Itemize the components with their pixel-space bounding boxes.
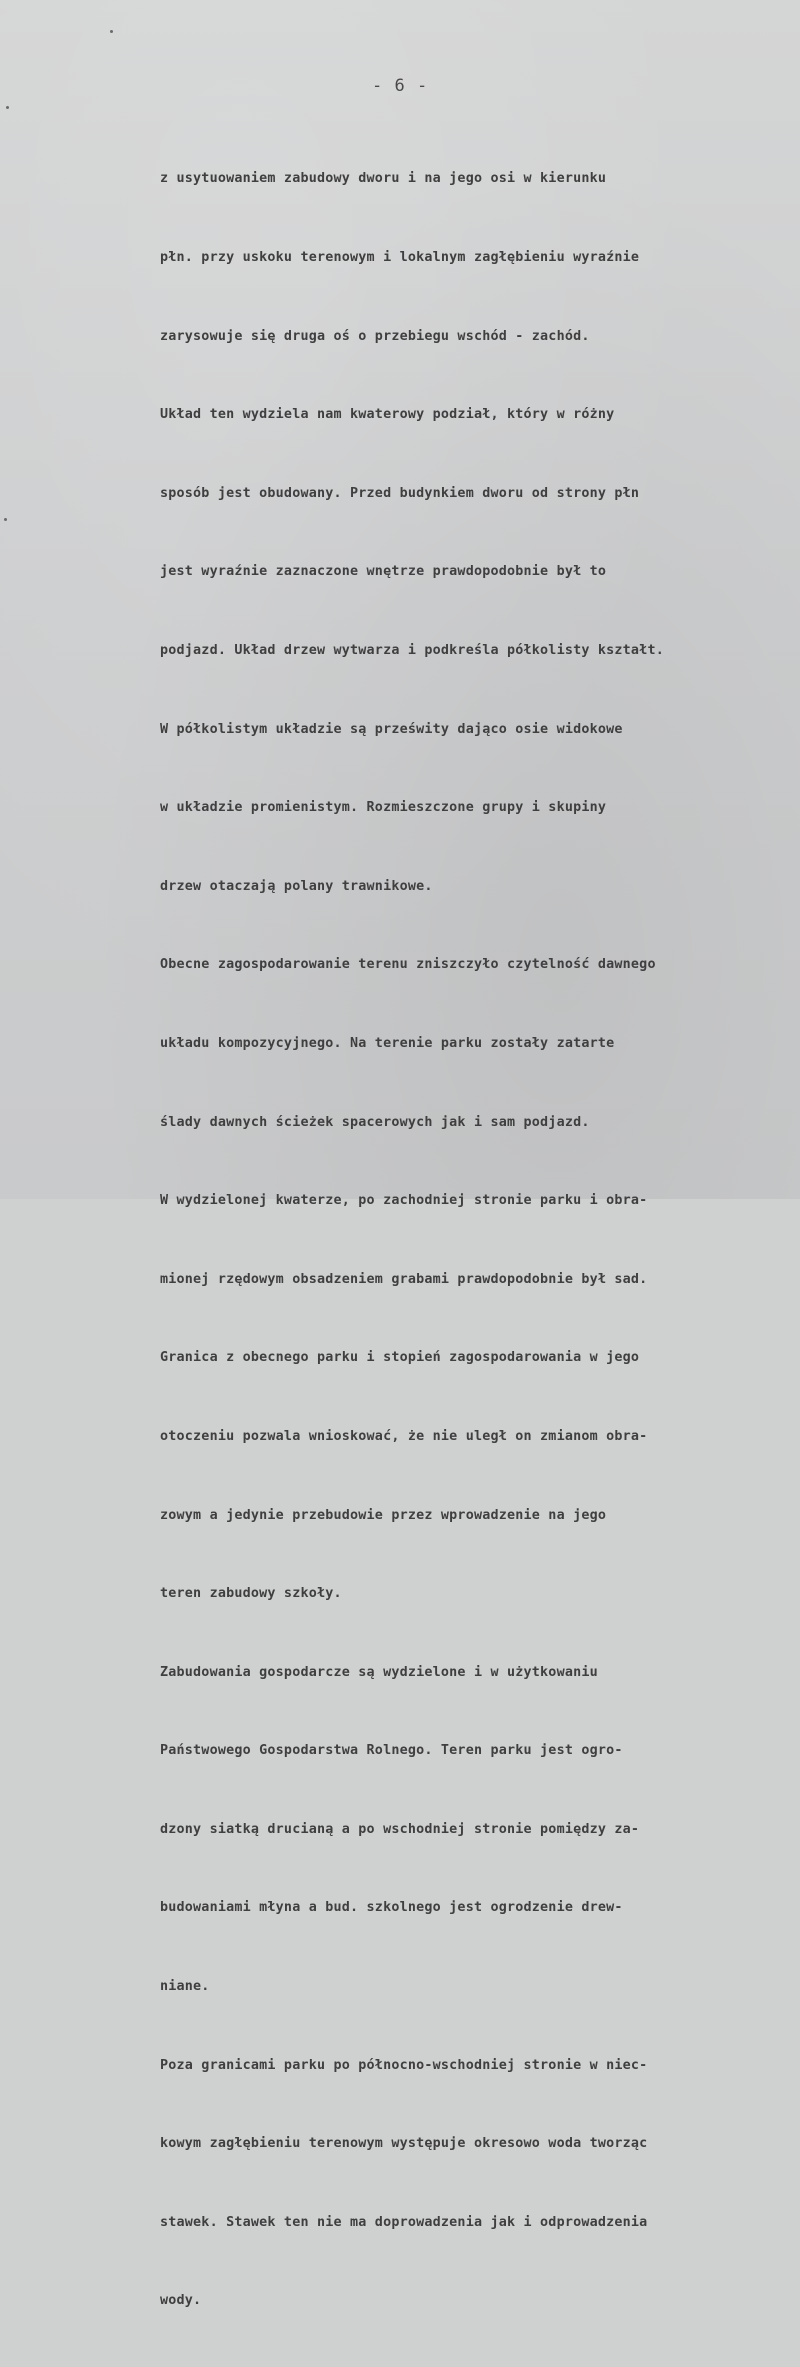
text-line: niane. [160,1979,210,1995]
text-line: Państwowego Gospodarstwa Rolnego. Teren parku jest ogro- [160,1743,623,1759]
text-line: Poza granicami parku po północno-wschodniej stronie w niec- [160,2057,648,2073]
speck [110,30,113,33]
text-line: Granica z obecnego parku i stopień zagospodarowania w jego [160,1350,640,1366]
text-line: budowaniami młyna a bud. szkolnego jest ogrodzenie drew- [160,1900,623,1916]
text-line: Zabudowania gospodarcze są wydzielone i w użytkowaniu [160,1664,598,1680]
text-line: sposób jest obudowany. Przed budynkiem dworu od strony płn [160,485,640,501]
text-line: mionej rzędowym obsadzeniem grabami prawdopodobnie był sad. [160,1271,648,1287]
text-line: stawek. Stawek ten nie ma doprowadzenia jak i odprowadzenia [160,2214,648,2230]
speck [4,518,7,521]
text-line: ślady dawnych ścieżek spacerowych jak i sam podjazd. [160,1114,590,1130]
text-line: kowym zagłębieniu terenowym występuje okresowo woda tworząc [160,2136,648,2152]
document-body [160,114,785,2367]
text-line: z usytuowaniem zabudowy dworu i na jego osi w kierunku [160,171,607,187]
speck [6,106,9,109]
text-line: płn. przy uskoku terenowym i lokalnym zagłębieniu wyraźnie [160,250,640,265]
text-line: jest wyraźnie zaznaczone wnętrze prawdopodobnie był to [160,564,607,580]
text-line: zowym a jedynie przebudowie przez wprowadzenie na jego [160,1507,607,1523]
text-line: Układ ten wydziela nam kwaterowy podział, który w różny [160,407,615,423]
text-line: w układzie promienistym. Rozmieszczone grupy i skupiny [160,800,607,816]
text-line: otoczeniu pozwala wnioskować, że nie uległ on zmianom obra- [160,1428,648,1444]
text-line: drzew otaczają polany trawnikowe. [160,878,433,894]
text-line: układu kompozycyjnego. Na terenie parku zostały zatarte [160,1035,615,1051]
text-line: wody. [160,2293,202,2309]
text-line: podjazd. Układ drzew wytwarza i podkreśla półkolisty kształt. [160,642,664,658]
page-number: - 6 - [372,76,429,96]
text-line: dzony siatką drucianą a po wschodniej stronie pomiędzy za- [160,1821,640,1837]
text-line: zarysowuje się druga oś o przebiegu wschód - zachód. [160,328,590,344]
text-line: teren zabudowy szkoły. [160,1586,342,1602]
text-line: W wydzielonej kwaterze, po zachodniej stronie parku i obra- [160,1193,648,1209]
text-line: Obecne zagospodarowanie terenu zniszczyło czytelność dawnego [160,957,656,973]
text-line: W półkolistym układzie są prześwity dająco osie widokowe [160,721,623,737]
